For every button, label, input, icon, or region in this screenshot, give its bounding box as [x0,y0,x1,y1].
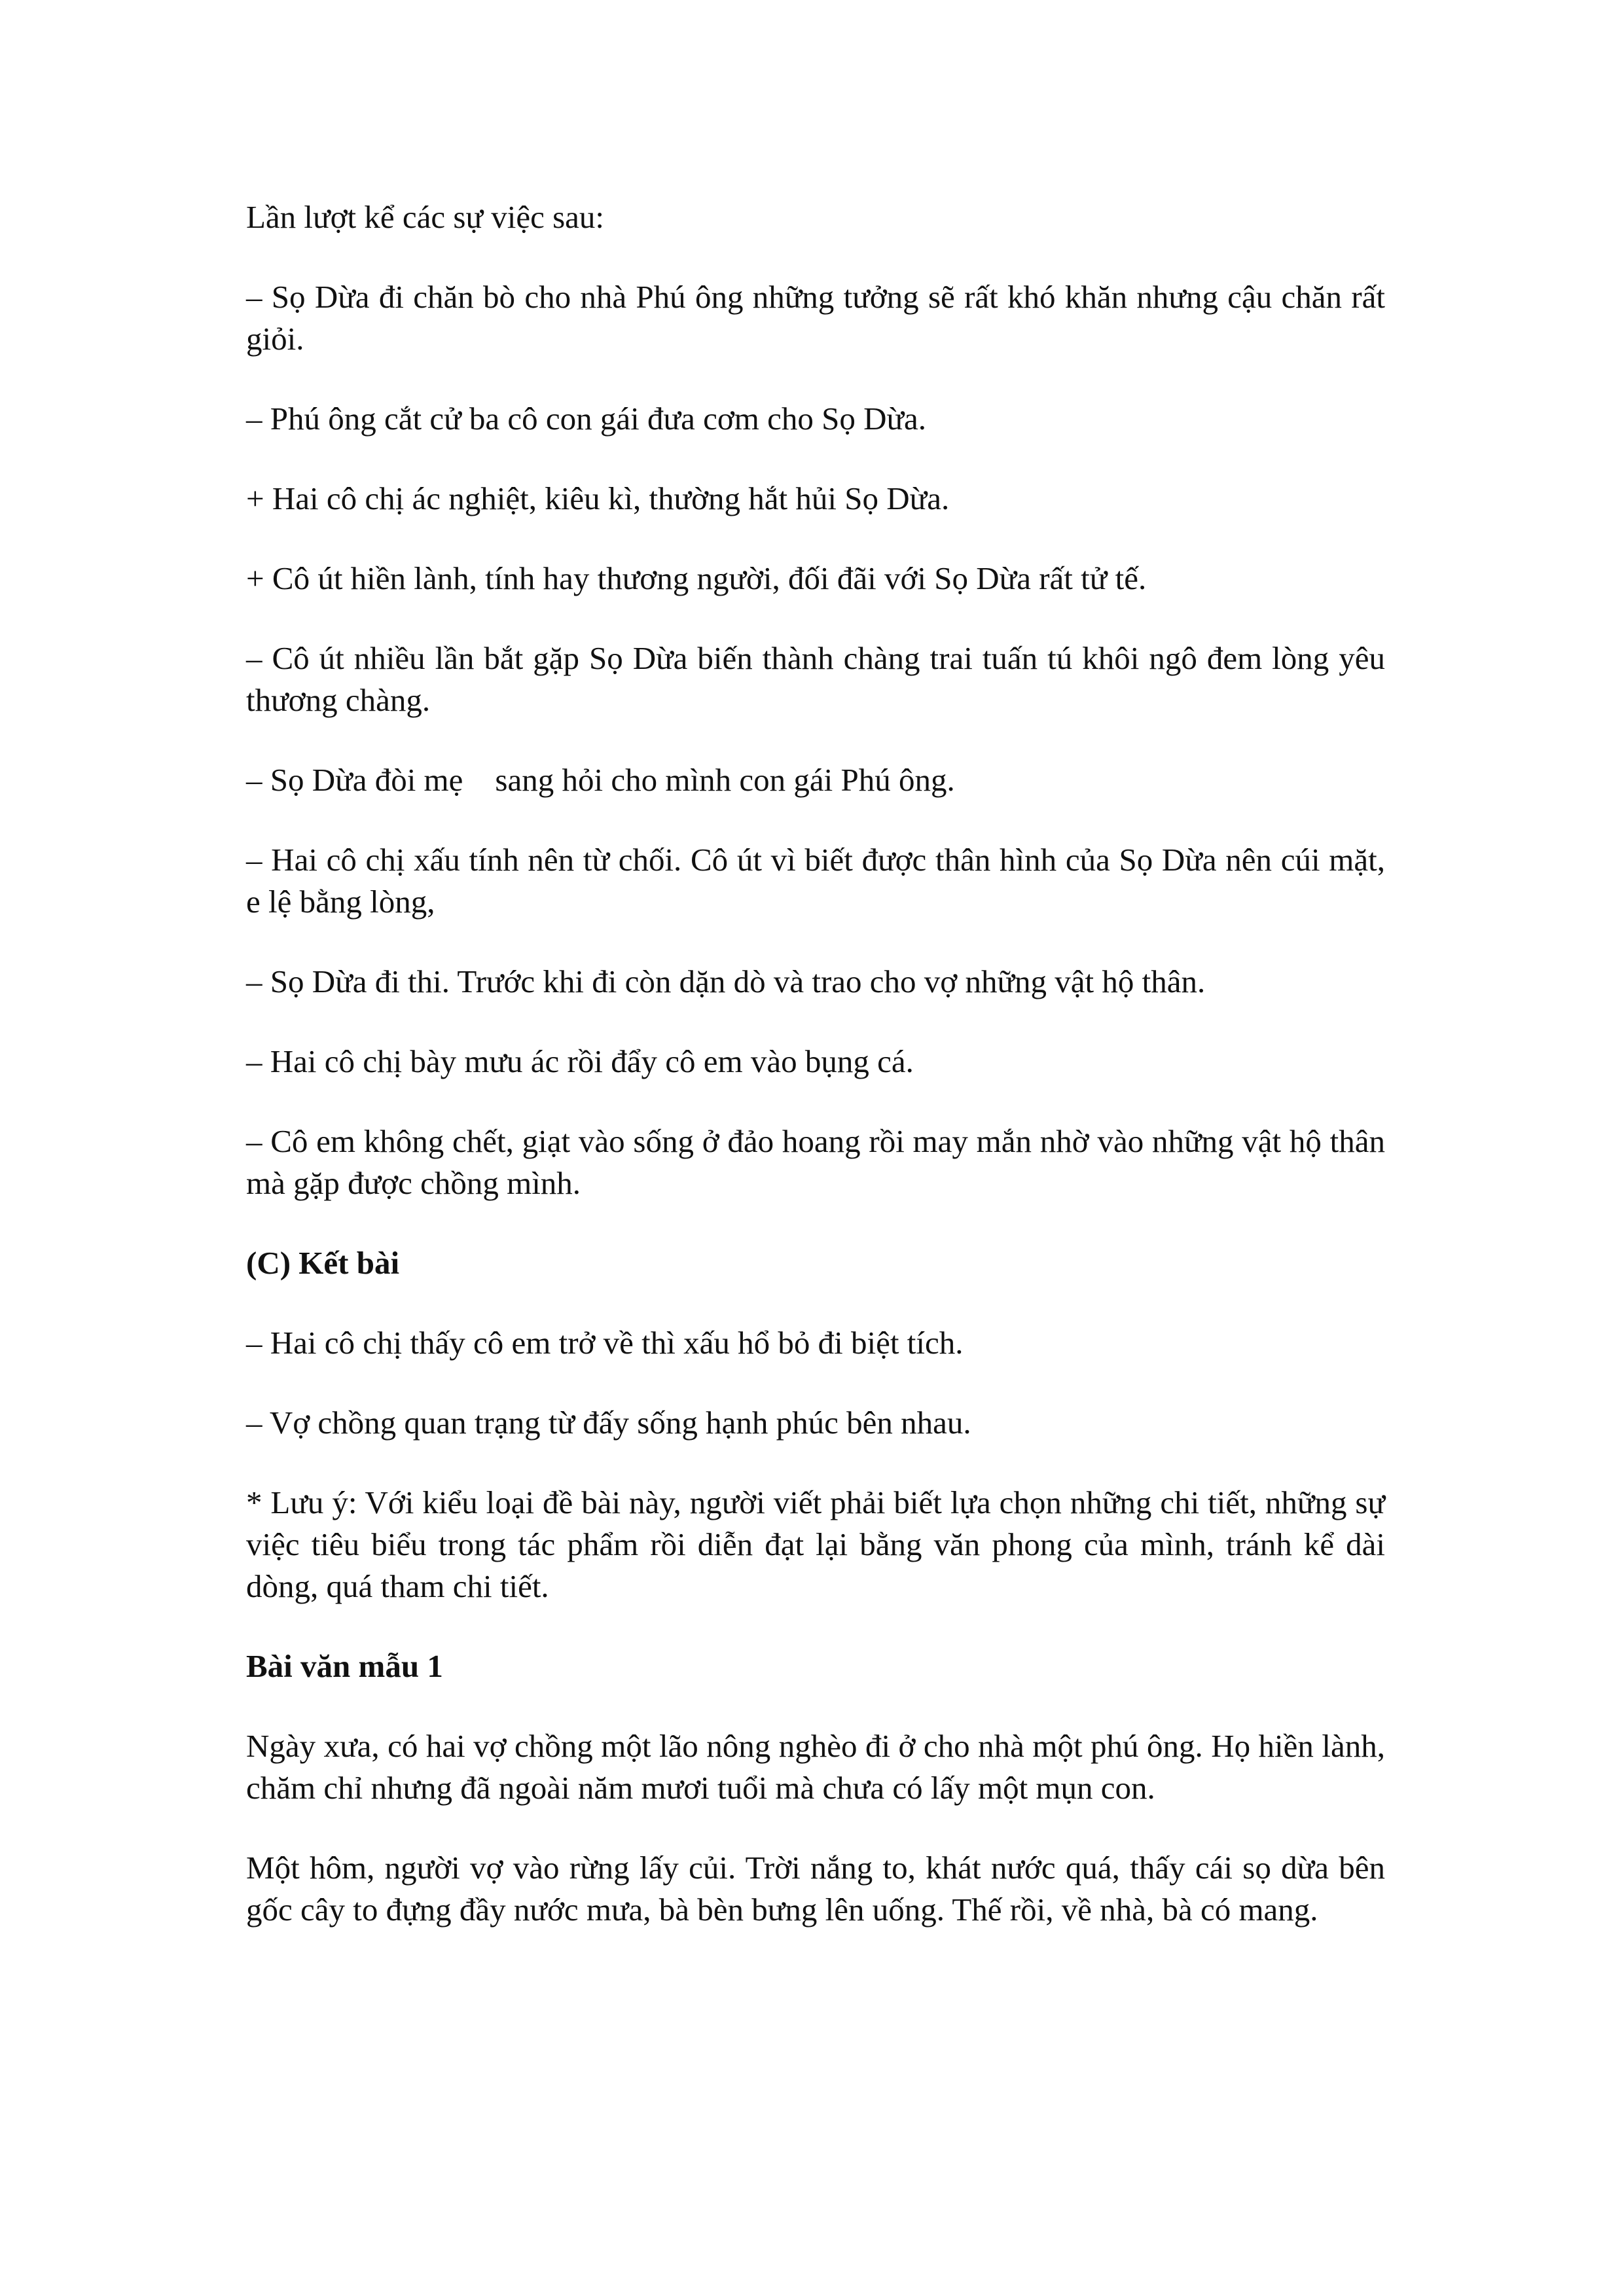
event-item: – Sọ Dừa đi chăn bò cho nhà Phú ông những tưởng sẽ rất khó khăn nhưng cậu chăn rất giỏi. [246,279,1385,357]
sample-paragraph: Ngày xưa, có hai vợ chồng một lão nông nghèo đi ở cho nhà một phú ông. Họ hiền lành, chăm chỉ nhưng đã ngoài năm mươi tuổi mà chưa có lấy một mụn con. [246,1728,1385,1806]
event-item: – Sọ Dừa đi thi. Trước khi đi còn dặn dò và trao cho vợ những vật hộ thân. [246,963,1206,999]
note-paragraph: * Lưu ý: Với kiểu loại đề bài này, người viết phải biết lựa chọn những chi tiết, những sự việc tiêu biểu trong tác phẩm rồi diễn đạt lại bằng văn phong của mình, tránh kể dài dòng, quá tham chi tiết. [246,1484,1385,1604]
intro-paragraph: Lần lượt kể các sự việc sau: [246,199,605,235]
event-item: – Cô út nhiều lần bắt gặp Sọ Dừa biến thành chàng trai tuấn tú khôi ngô đem lòng yêu thương chàng. [246,640,1385,718]
conclusion-heading: (C) Kết bài [246,1245,400,1281]
sample-heading: Bài văn mẫu 1 [246,1648,443,1684]
document-body [246,196,1385,1969]
conclusion-item: – Hai cô chị thấy cô em trở về thì xấu hổ bỏ đi biệt tích. [246,1325,964,1361]
event-item: – Phú ông cắt cử ba cô con gái đưa cơm cho Sọ Dừa. [246,401,927,437]
conclusion-item: – Vợ chồng quan trạng từ đấy sống hạnh phúc bên nhau. [246,1405,971,1441]
event-item: – Cô em không chết, giạt vào sống ở đảo hoang rồi may mắn nhờ vào những vật hộ thân mà gặp được chồng mình. [246,1123,1385,1201]
event-item: + Hai cô chị ác nghiệt, kiêu kì, thường hắt hủi Sọ Dừa. [246,480,950,516]
event-item: – Hai cô chị bày mưu ác rồi đẩy cô em vào bụng cá. [246,1043,914,1079]
event-item: – Sọ Dừa đòi mẹ sang hỏi cho mình con gái Phú ông. [246,762,955,798]
event-item: + Cô út hiền lành, tính hay thương người, đối đãi với Sọ Dừa rất tử tế. [246,560,1147,596]
event-item: – Hai cô chị xấu tính nên từ chối. Cô út vì biết được thân hình của Sọ Dừa nên cúi mặt, e lệ bằng lòng, [246,842,1385,920]
sample-paragraph: Một hôm, người vợ vào rừng lấy củi. Trời nắng to, khát nước quá, thấy cái sọ dừa bên gốc cây to đựng đầy nước mưa, bà bèn bưng lên uống. Thế rồi, về nhà, bà có mang. [246,1850,1385,1928]
